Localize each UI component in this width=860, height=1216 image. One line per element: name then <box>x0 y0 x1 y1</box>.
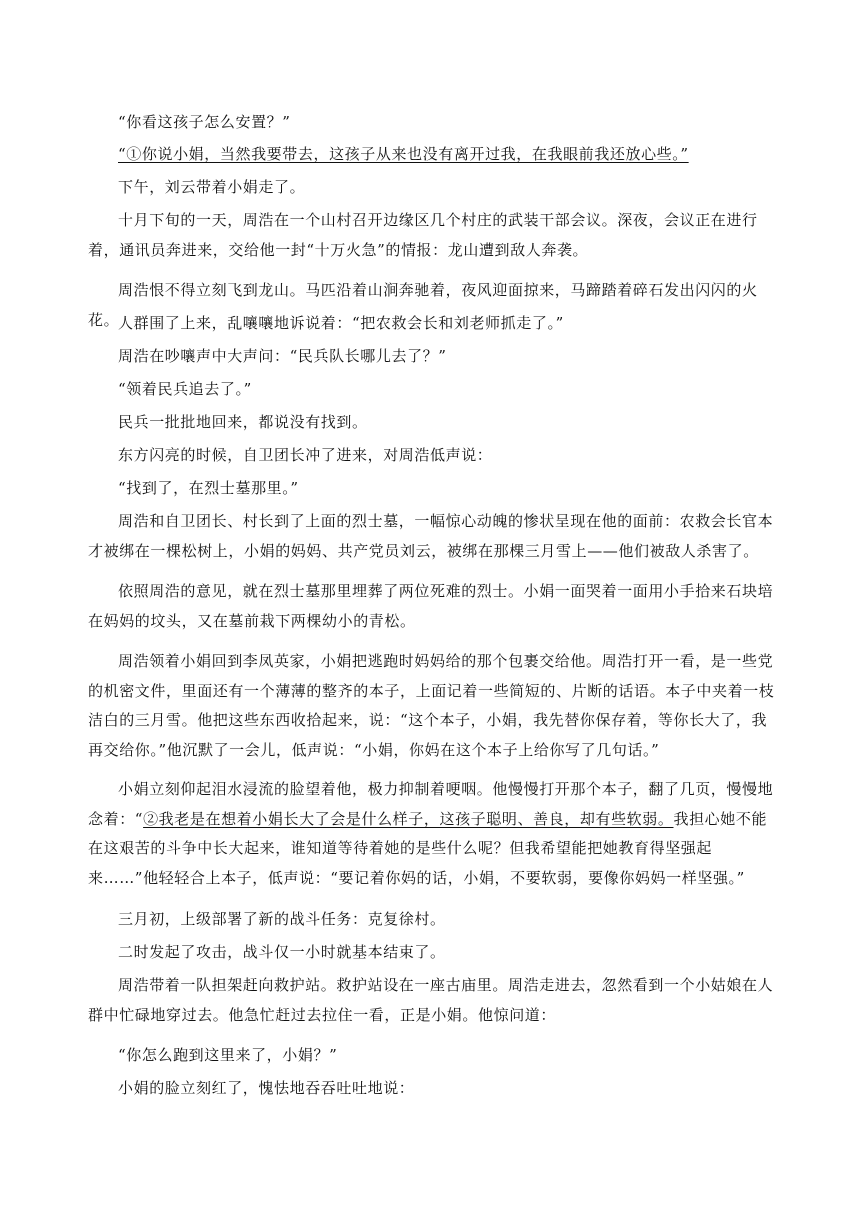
paragraph: 周浩领着小娟回到李凤英家，小娟把逃跑时妈妈给的那个包裹交给他。周浩打开一看，是一些党的机密文件，里面还有一个薄薄的整齐的本子，上面记着一些简短的、片断的话语。本子中夹着一枝洁白的三月雪。他把这些东西收拾起来，说：“这个本子，小娟，我先替你保存着，等你长大了，我再交给你。”他沉默了一会儿，低声说：“小娟，你妈在这个本子上给你写了几句话。” <box>88 652 775 759</box>
paragraph: 周浩带着一队担架赶向救护站。救护站设在一座古庙里。周浩走进去，忽然看到一个小姑娘在人群中忙碌地穿过去。他急忙赶过去拉住一看，正是小娟。他惊问道： <box>88 976 774 1024</box>
paragraph: 周浩在吵嚷声中大声问：“民兵队长哪儿去了？” <box>118 347 447 365</box>
paragraph: “你看这孩子怎么安置？” <box>118 113 291 131</box>
paragraph: 依照周浩的意见，就在烈士墓那里埋葬了两位死难的烈士。小娟一面哭着一面用小手拾来石块培在妈妈的坟头，又在墓前栽下两棵幼小的青松。 <box>88 582 774 630</box>
paragraph: 周浩恨不得立刻飞到龙山。马匹沿着山涧奔驰着，夜风迎面掠来，马蹄踏着碎石发出闪闪的火花。 <box>88 281 758 329</box>
paragraph: 民兵一批批地回来，都说没有找到。 <box>118 413 368 431</box>
paragraph: 周浩和自卫团长、村长到了上面的烈士墓，一幅惊心动魄的惨状呈现在他的面前：农救会长官本才被绑在一棵松树上，小娟的妈妈、共产党员刘云，被绑在那棵三月雪上——他们被敌人杀害了。 <box>88 512 774 560</box>
text-before-underline: 小娟立刻仰起泪水浸流的脸望着他，极力抑制着哽咽。他慢慢打开那个本子，翻了几页，慢慢地念着：“ <box>88 780 774 828</box>
text-after-underline: 我担心她不能在这艰苦的斗争中长大起来，谁知道等待着她的是些什么呢？但我希望能把她教育得坚强起来……”他轻轻合上本子，低声说：“要记着你妈的话，小娟，不要软弱，要像你妈妈一样坚强。” <box>88 809 768 887</box>
paragraph: 人群围了上来，乱嚷嚷地诉说着：“把农救会长和刘老师抓走了。” <box>118 314 564 332</box>
paragraph-underlined <box>88 140 780 170</box>
paragraph: 十月下旬的一天，周浩在一个山村召开边缘区几个村庄的武装干部会议。深夜，会议正在进行着，通讯员奔进来，交给他一封“十万火急”的情报：龙山遭到敌人奔袭。 <box>88 211 758 259</box>
paragraph: 二时发起了攻击，战斗仅一小时就基本结束了。 <box>118 943 446 961</box>
paragraph-with-underline <box>88 775 780 893</box>
paragraph: 下午，刘云带着小娟走了。 <box>118 178 306 196</box>
paragraph: “领着民兵追去了。” <box>118 380 252 398</box>
paragraph: 三月初，上级部署了新的战斗任务：克复徐村。 <box>118 910 446 928</box>
paragraph: 东方闪亮的时候，自卫团长冲了进来，对周浩低声说： <box>118 446 493 464</box>
paragraph: 小娟的脸立刻红了，愧怯地吞吞吐吐地说： <box>118 1079 415 1097</box>
underlined-sentence-1: “①你说小娟，当然我要带去，这孩子从来也没有离开过我，在我眼前我还放心些。” <box>118 145 689 163</box>
underlined-sentence-2: ②我老是在想着小娟长大了会是什么样子，这孩子聪明、善良，却有些软弱。 <box>143 809 674 828</box>
paragraph: “你怎么跑到这里来了，小娟？” <box>118 1046 338 1064</box>
paragraph: “找到了，在烈士墓那里。” <box>118 479 299 497</box>
